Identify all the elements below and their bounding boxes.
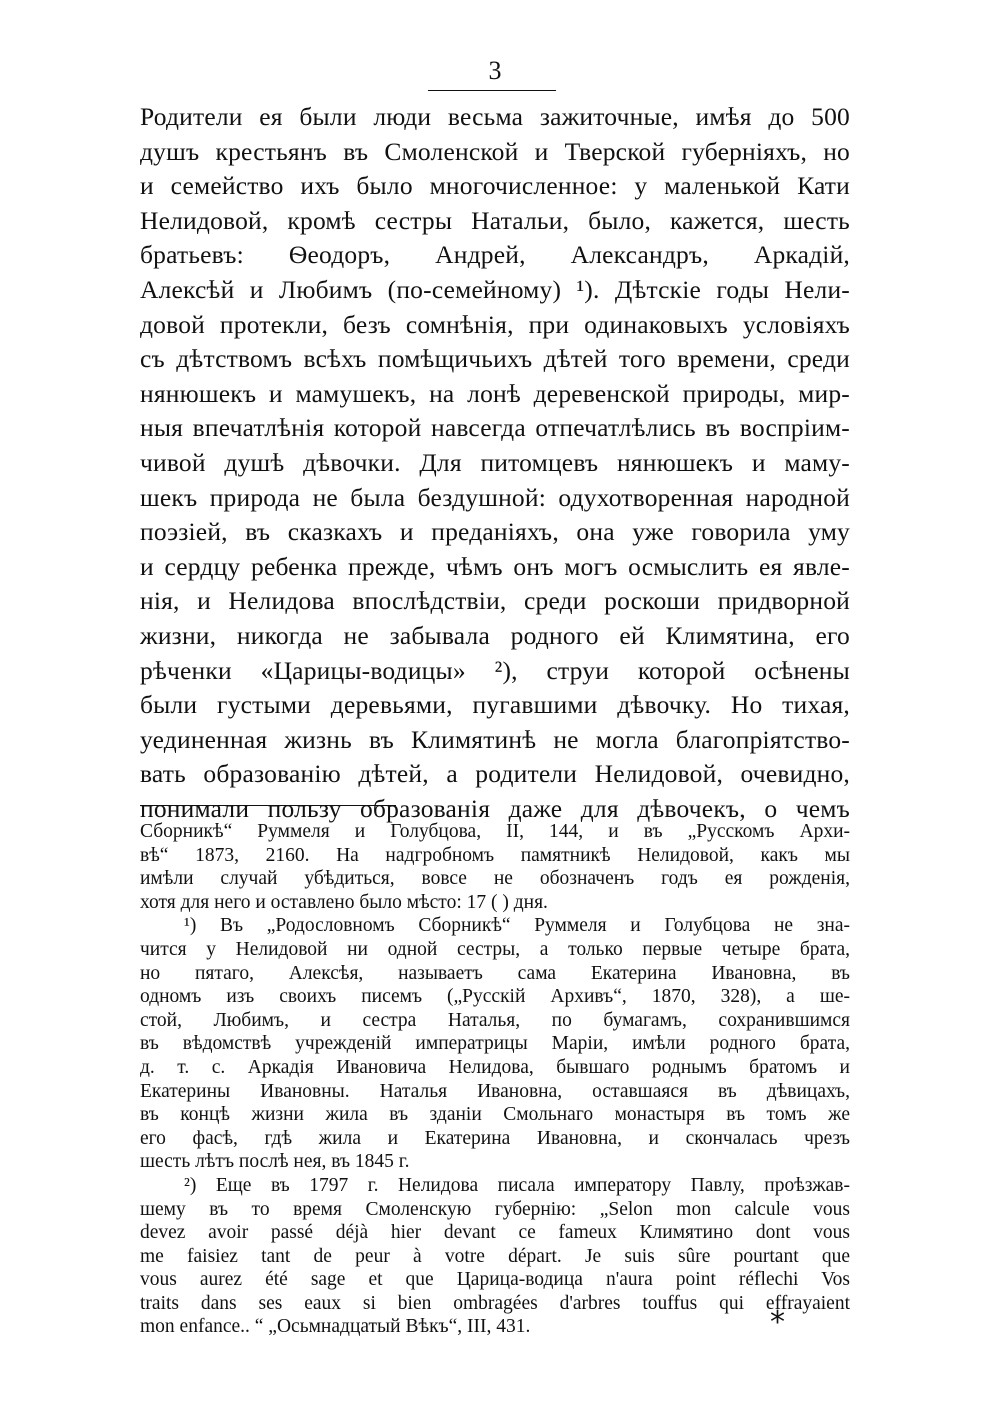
body-line: Алексѣй и Любимъ (по-семейному) ¹). Дѣтскіе годы Нели- <box>140 274 850 304</box>
footnote-line: его фасѣ, гдѣ жила и Екатерина Ивановна, и скончалась чрезъ <box>140 1127 850 1149</box>
page-number: 3 <box>488 56 502 85</box>
footnotes <box>140 820 850 1339</box>
body-line: понимали пользу образованія даже для дѣвочекъ, о чемъ <box>140 793 850 823</box>
footnote-line: mon enfance.. “ „Осьмнадцатый Вѣкъ“, III, 431. <box>140 1316 531 1338</box>
footnote-line: me faisiez tant de peur à votre départ. Je suis sûre pourtant que <box>140 1245 850 1267</box>
header-rule <box>428 90 556 91</box>
body-line: съ дѣтствомъ всѣхъ помѣщичьихъ дѣтей того времени, среди <box>140 344 850 374</box>
body-line: шекъ природа не была бездушной: одухотворенная народной <box>140 482 850 512</box>
body-line: Нелидовой, кромѣ сестры Натальи, было, кажется, шесть <box>140 205 850 235</box>
footnote-line: ²) Еще въ 1797 г. Нелидова писала императору Павлу, проѣзжав- <box>184 1174 850 1196</box>
footnote-line: шему въ то время Смоленскую губернію: „Selon mon calcule vous <box>140 1198 850 1220</box>
body-line: жизни, никогда не забывала родного ей Климятина, его <box>140 620 850 650</box>
footnote-line: одномъ изъ своихъ писемъ („Русскій Архивъ“, 1870, 328), а ше- <box>140 986 850 1008</box>
body-line: Родители ея были люди весьма зажиточные, имѣя до 500 <box>140 102 850 131</box>
footnote-line: имѣли случай убѣдиться, вовсе не обозначенъ годъ ея рожденія, <box>140 868 850 890</box>
body-line: нянюшекъ и мамушекъ, на лонѣ деревенской природы, мир- <box>140 378 850 408</box>
body-line: уединенная жизнь въ Климятинѣ не могла благопріятство- <box>140 724 850 754</box>
footnote-line: въ вѣдомствѣ учрежденій императрицы Маріи, имѣли родного брата, <box>140 1033 850 1055</box>
footnote-line: но пятаго, Алексѣя, называетъ сама Екатерина Ивановна, въ <box>140 962 850 984</box>
footnote-line: traits dans ses eaux si bien ombragées d'arbres touffus qui effrayaient <box>140 1292 850 1314</box>
main-text <box>140 100 850 826</box>
footnote-line: vous aurez été sage et que Царица-водица n'aura point réflechi Vos <box>140 1269 850 1291</box>
body-line: и сердцу ребенка прежде, чѣмъ онъ могъ осмыслить ея явле- <box>140 551 850 581</box>
body-line: поэзіей, въ сказкахъ и преданіяхъ, она уже говорила уму <box>140 517 850 547</box>
footnote-line: Сборникѣ“ Руммеля и Голубцова, II, 144, и въ „Русскомъ Архи- <box>140 821 850 842</box>
footnote-line: devez avoir passé déjà hier devant ce fameux Климятино dont vous <box>140 1222 850 1244</box>
footnote-line: д. т. с. Аркадія Ивановича Нелидова, бывшаго роднымъ братомъ и <box>140 1056 850 1078</box>
body-line: были густыми деревьями, пугавшими дѣвочку. Но тихая, <box>140 690 850 720</box>
footnote-line: стой, Любимъ, и сестра Наталья, по бумагамъ, сохранившимся <box>140 1009 850 1031</box>
signature-mark: * <box>770 1305 785 1340</box>
footnote-line: вѣ“ 1873, 2160. На надгробномъ памятникѣ Нелидовой, какъ мы <box>140 844 850 866</box>
footnote-line: въ концѣ жизни жила въ зданіи Смольнаго монастыря въ томъ же <box>140 1104 850 1126</box>
body-line: ныя впечатлѣнія которой навсегда отпечатлѣлись въ воспріим- <box>140 413 850 443</box>
footnote-line: хотя для него и оставлено было мѣсто: 17 ( ) дня. <box>140 891 548 913</box>
footnote-line: шесть лѣтъ послѣ нея, въ 1845 г. <box>140 1151 410 1173</box>
body-line: вать образованію дѣтей, а родители Нелидовой, очевидно, <box>140 759 850 789</box>
body-line: нія, и Нелидова впослѣдствіи, среди роскоши придворной <box>140 586 850 616</box>
body-line: братьевъ: Ѳеодоръ, Андрей, Александръ, Аркадій, <box>140 240 850 270</box>
body-line: чивой душѣ дѣвочки. Для питомцевъ нянюшекъ и маму- <box>140 447 850 477</box>
body-line: душъ крестьянъ въ Смоленской и Тверской губерніяхъ, но <box>140 136 850 166</box>
footnote-line: чится у Нелидовой ни одной сестры, а только первые четыре брата, <box>140 938 850 960</box>
body-line: довой протекли, безъ сомнѣнія, при одинаковыхъ условіяхъ <box>140 309 850 339</box>
footnote-rule <box>140 805 396 806</box>
body-line: рѣченки «Царицы-водицы» ²), струи которой осѣнены <box>140 655 850 685</box>
body-line: и семейство ихъ было многочисленное: у маленькой Кати <box>140 171 850 201</box>
footnote-line: ¹) Въ „Родословномъ Сборникѣ“ Руммеля и Голубцова не зна- <box>184 915 850 937</box>
footnote-line: Екатерины Ивановны. Наталья Ивановна, оставшаяся въ дѣвицахъ, <box>140 1080 850 1102</box>
